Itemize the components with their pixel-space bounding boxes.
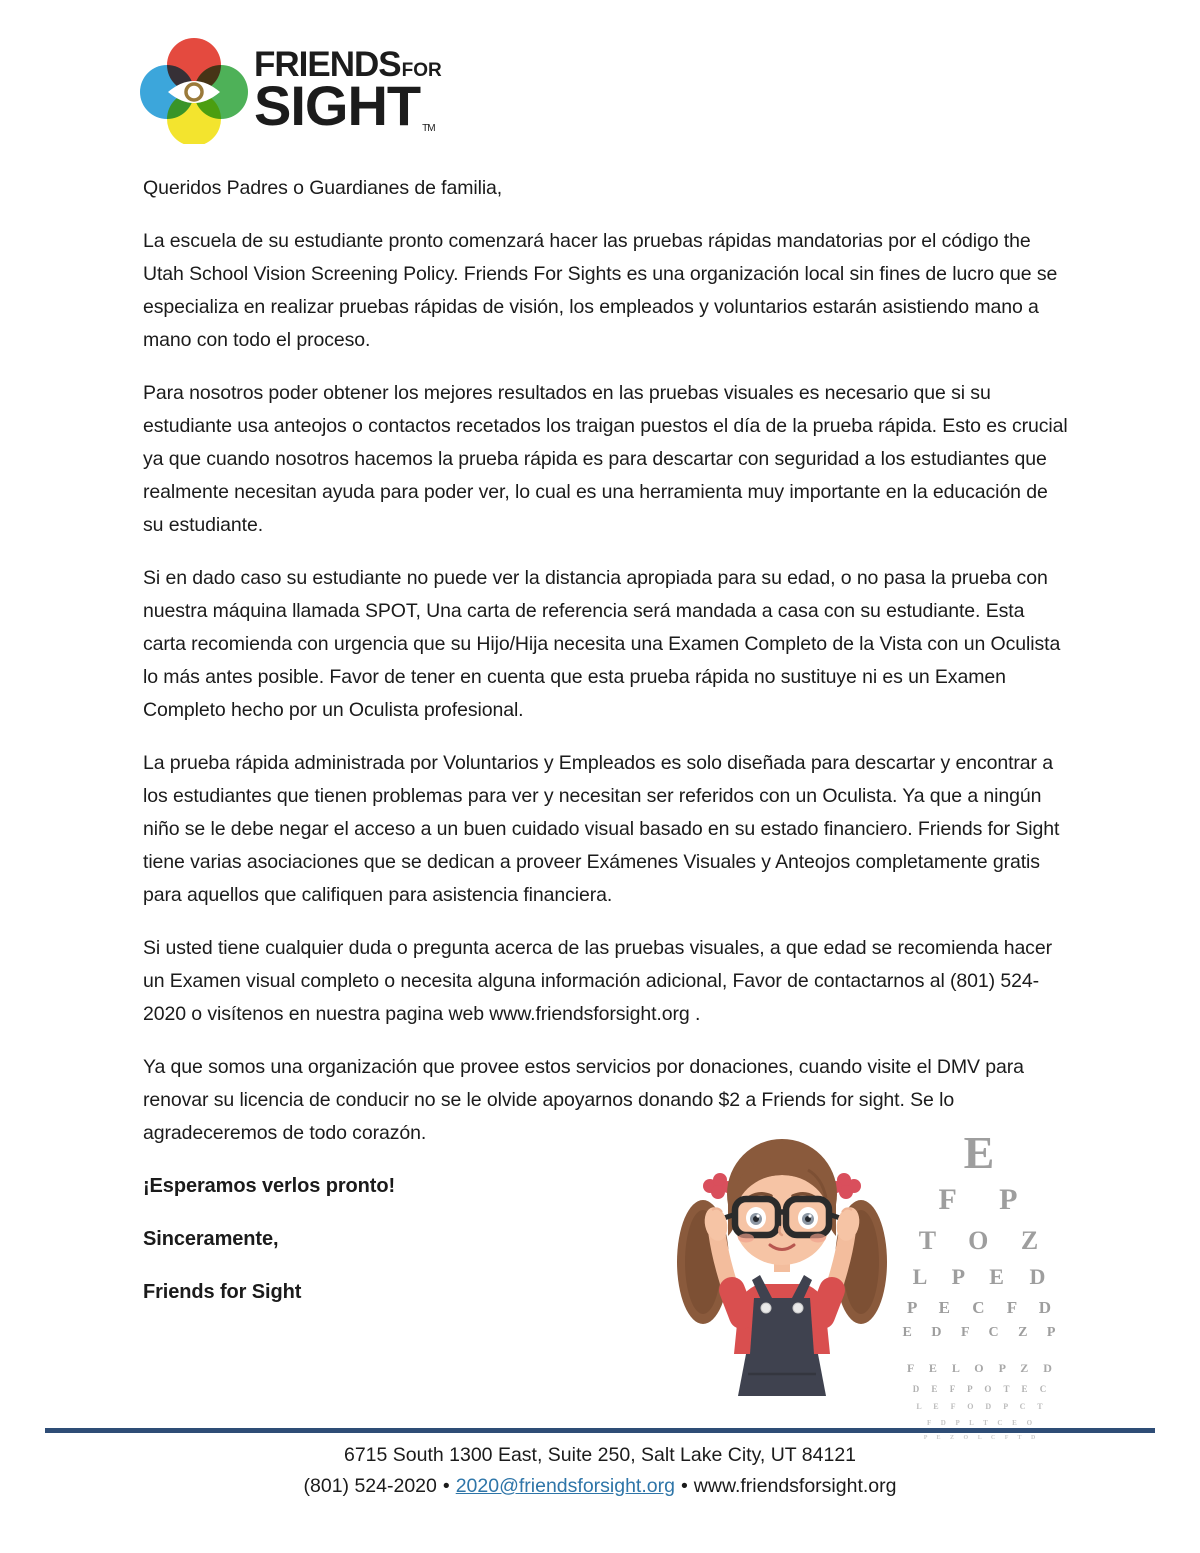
trademark-symbol: TM [422, 122, 435, 134]
separator-bullet: • [442, 1475, 450, 1497]
eye-chart-row: F E L O P Z D [907, 1361, 1058, 1375]
paragraph-1: La escuela de su estudiante pronto comenzará hacer las pruebas rápidas mandatorias por el código the Utah School Vision Screening Policy. Friends For Sights es una organización local sin fines de lucro que se especializa en realizar pruebas rápidas de visión, los empleados y voluntarios estarán asistiendo mano a mano con todo el proceso. [143, 230, 1058, 351]
eye-chart-row: L P E D [912, 1264, 1056, 1289]
logo-wordmark [254, 44, 442, 137]
paragraph-5: Si usted tiene cualquier duda o pregunta acerca de las pruebas visuales, a que edad se recomienda hacer un Examen visual completo o necesita alguna información adicional, Favor de contactarnos al (801) 524-2020 o visítenos en nuestra pagina web www.friendsforsight.org . [143, 937, 1052, 1025]
footer-email-link[interactable]: 2020@friendsforsight.org [455, 1475, 675, 1497]
eye-chart-row: D E F P O T E C [912, 1384, 1052, 1394]
friends-for-sight-logo [138, 36, 442, 144]
signoff: Sinceramente, [143, 1228, 279, 1250]
logo-circles-eye-icon [138, 36, 250, 144]
eye-chart-row: F D P L T C E O [926, 1419, 1037, 1427]
eye-chart-row: E [963, 1127, 997, 1178]
paragraph-4: La prueba rápida administrada por Voluntarios y Empleados es solo diseñada para descartar y encontrar a los estudiantes que tienen problemas para ver y necesitan ser referidos con un Oculista. Ya que a ningún niño se le debe negar el acceso a un buen cuidado visual basado en su estado financiero. Friends for Sight tiene varias asociaciones que se dedican a proveer Exámenes Visuales y Anteojos completamente gratis para aquellos que califiquen para asistencia financiera. [143, 752, 1060, 906]
snellen-eye-chart [888, 1112, 1072, 1446]
footer-address: 6715 South 1300 East, Suite 250, Salt Lake City, UT 84121 [343, 1444, 857, 1466]
eye-chart-row: E D F C Z P [902, 1325, 1064, 1340]
logo-word-sight: SIGHT [254, 73, 421, 137]
footer-phone: (801) 524-2020 [303, 1475, 437, 1497]
logo-word-for: FOR [401, 59, 442, 81]
paragraph-3: Si en dado caso su estudiante no puede ver la distancia apropiada para su edad, o no pasa la prueba con nuestra máquina llamada SPOT, Una carta de referencia será mandada a casa con su estudiante. Esta carta recomienda con urgencia que su Hijo/Hija necesita una Examen Completo de la Vista con un Oculista lo más antes posible. Favor de tener en cuenta que esta prueba rápida no sustituye ni es un Examen Completo hecho por un Oculista profesional. [143, 567, 1061, 721]
eye-chart-row: T O Z [918, 1226, 1052, 1255]
eye-chart-row: P E Z O L C F T D [923, 1435, 1040, 1441]
logo-word-friends: FRIENDS [254, 44, 401, 84]
paragraph-6: Ya que somos una organización que provee estos servicios por donaciones, cuando visite el DMV para renovar su licencia de conducir no se le olvide apoyarnos donando $2 a Friends for sight. Se lo agradeceremos de todo corazón. [143, 1056, 1024, 1144]
vision-screening-illustration [676, 1112, 1072, 1441]
closing-exclamation: ¡Esperamos verlos pronto! [143, 1175, 396, 1197]
footer-website: www.friendsforsight.org [693, 1475, 897, 1497]
eye-chart-row: P E C F D [906, 1298, 1061, 1317]
salutation: Queridos Padres o Guardianes de familia, [143, 177, 503, 199]
eye-chart-row: L E F O D P C T [916, 1402, 1048, 1411]
separator-bullet: • [680, 1475, 688, 1497]
paragraph-2: Para nosotros poder obtener los mejores resultados en las pruebas visuales es necesario que si su estudiante usa anteojos o contactos recetados los traigan puestos el día de la prueba rápida. Esto es crucial ya que cuando nosotros hacemos la prueba rápida es para descartar con seguridad a los estudiantes que realmente necesitan ayuda para poder ver, lo cual es una herramienta muy importante en la educación de su estudiante. [143, 382, 1068, 536]
footer-divider [45, 1428, 1155, 1433]
eye-chart-row: F P [938, 1183, 1036, 1216]
girl-with-glasses-illustration [676, 1112, 888, 1404]
signature: Friends for Sight [143, 1281, 302, 1303]
footer [0, 1440, 1200, 1502]
footer-contact-line [0, 1471, 1200, 1502]
